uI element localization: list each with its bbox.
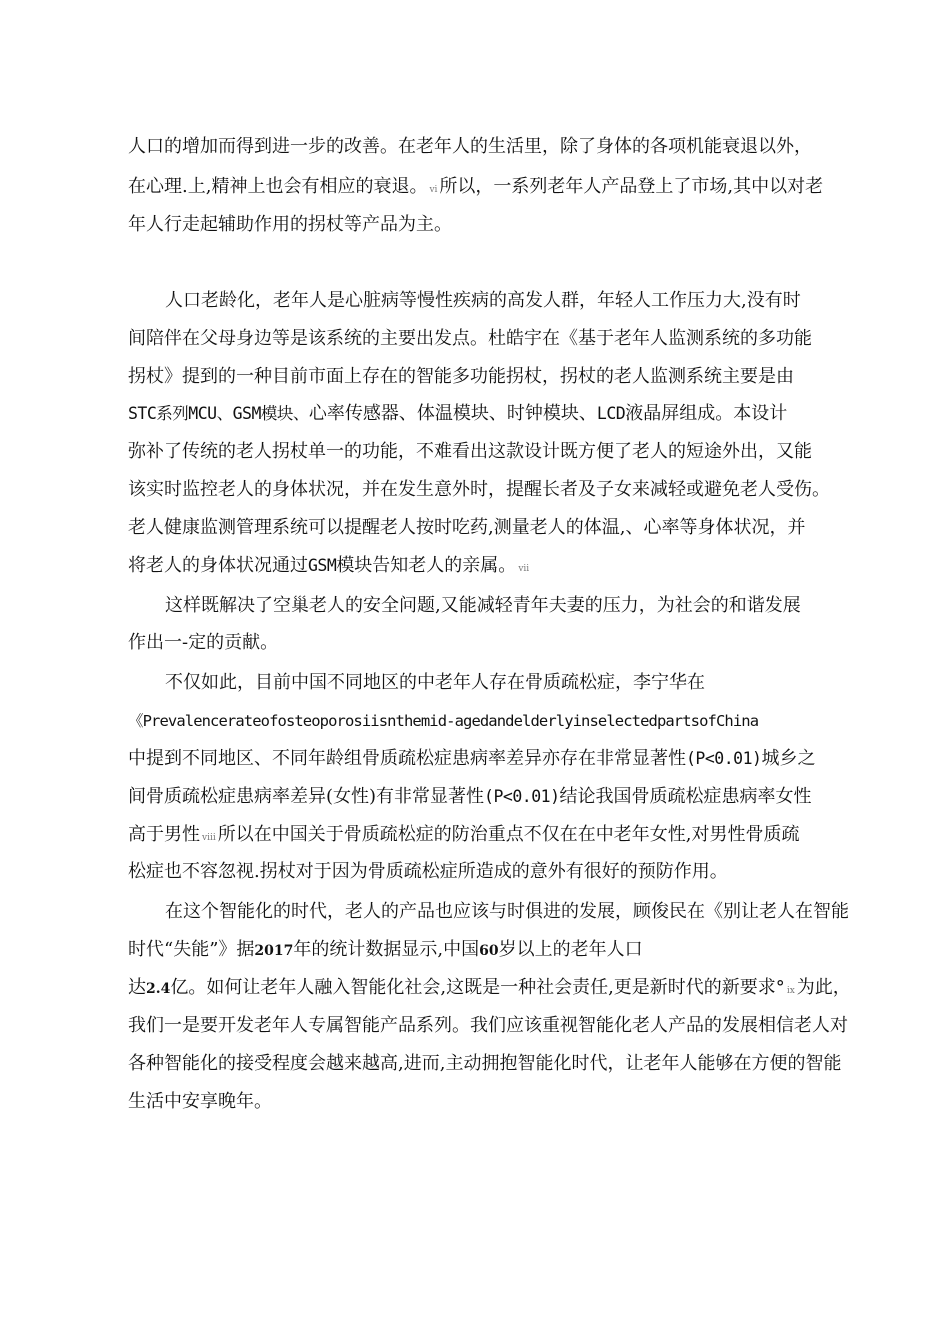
text-span: 60 (479, 943, 499, 959)
text-span: 液晶屏组成。本设计 (625, 403, 788, 424)
text-line (128, 171, 823, 203)
text-span: 心率传感器、体温模块、时钟模块、 (308, 403, 597, 424)
text-line (128, 1048, 841, 1080)
text-line (128, 512, 805, 544)
text-span: 中提到不同地区、不同年龄组骨质疏松症患病率差异亦存在非常显著性 (128, 748, 686, 769)
text-span: 人口老龄化，老年人是心脏病等慢性疾病的高发人群，年轻人工作压力大,没有时 (165, 290, 801, 311)
text-span: 生活中安享晚年。 (128, 1091, 272, 1112)
text-span: 年人行走起辅助作用的拐杖等产品为主。 (128, 214, 452, 235)
text-line (128, 209, 452, 241)
text-line (128, 781, 812, 813)
text-span: 老人健康监测管理系统可以提醒老人按时吃药,测量老人的体温,、心率等身体状况，并 (128, 517, 806, 538)
text-span: 结论我国骨质疏松症患病率女性 (559, 786, 812, 807)
text-line (165, 896, 849, 928)
text-span: (P<0.01) (686, 749, 762, 768)
text-line (128, 743, 815, 775)
text-line (128, 819, 799, 851)
text-span: 在心理.上,精神上也会有相应的衰退。 (128, 176, 428, 197)
text-line (128, 1086, 272, 1118)
text-span: 拐杖》提到的一种目前市面上存在的智能多功能拐杖，拐杖的老人监测系统主要是由 (128, 366, 794, 387)
text-line (128, 972, 851, 1004)
footnote-marker: ix (786, 986, 795, 996)
text-span: 不仅如此，目前中国不同地区的中老年人存在骨质疏松症，李宁华在 (165, 672, 705, 693)
text-line (128, 398, 787, 430)
text-span: 作出一-定的贡献。 (128, 632, 279, 653)
text-span: 2017 (254, 943, 294, 959)
text-line (165, 590, 801, 622)
text-span: GSM (308, 556, 337, 575)
text-span: 高于男性 (128, 824, 200, 845)
text-line (128, 361, 794, 393)
text-span: LCD (596, 404, 626, 423)
text-span: 2.4 (146, 981, 171, 997)
footnote-marker: viii (202, 833, 216, 843)
text-span: 在这个智能化的时代，老人的产品也应该与时俱进的发展，顾俊民在《别让老人在智能 (165, 901, 849, 922)
text-span: 城乡之 (761, 748, 816, 769)
text-line (128, 856, 728, 888)
text-span: 间骨质疏松症患病率差异(女性)有非常显著性 (128, 786, 485, 807)
text-span: 间陪伴在父母身边等是该系统的主要出发点。杜皓宇在《基于老年人监测系统的多功能 (128, 328, 812, 349)
text-span: 弥补了传统的老人拐杖单一的功能，不难看出这款设计既方便了老人的短途外出，又能 (128, 441, 812, 462)
text-span: 松症也不容忽视.拐杖对于因为骨质疏松症所造成的意外有很好的预防作用。 (128, 861, 728, 882)
text-span: 《Prevalencerateofosteoporosiisnthemid-agedandelderlyinselectedpartsofChina (128, 712, 759, 730)
text-span: 所以在中国关于骨质疏松症的防治重点不仅在在中老年女性,对男性骨质疏 (217, 824, 800, 845)
text-span: 各种智能化的接受程度会越来越高,进而,主动拥抱智能化时代，让老年人能够在方便的智能 (128, 1053, 842, 1074)
text-line (165, 285, 801, 317)
text-span: 所以，一系列老年人产品登上了市场,其中以对老 (439, 176, 824, 197)
text-span: STC系列MCU、GSM模块、 (128, 404, 309, 423)
text-line (128, 474, 830, 506)
footnote-marker: vi (429, 185, 438, 195)
text-span: 时代“失能”》据 (128, 939, 255, 960)
text-line (128, 705, 758, 737)
footnote-marker: vii (518, 564, 530, 574)
text-line (128, 934, 643, 966)
text-span: 该实时监控老人的身体状况，并在发生意外时，提醒长者及子女来减轻或避免老人受伤。 (128, 479, 830, 500)
text-line (128, 550, 531, 582)
text-span: 模块告知老人的亲属。 (336, 555, 517, 576)
text-span: 人口的增加而得到进一步的改善。在老年人的生活里，除了身体的各项机能衰退以外， (128, 136, 812, 157)
text-line (128, 436, 812, 468)
text-span: 达 (128, 977, 146, 998)
text-line (128, 1010, 848, 1042)
text-line (128, 627, 278, 659)
text-span: 将老人的身体状况通过 (128, 555, 308, 576)
text-line (165, 667, 705, 699)
text-span: 我们一是要开发老年人专属智能产品系列。我们应该重视智能化老人产品的发展相信老人对 (128, 1015, 848, 1036)
text-line (128, 323, 812, 355)
text-span: 岁以上的老年人口 (498, 939, 643, 960)
text-line (128, 131, 812, 163)
text-span: 年的统计数据显示,中国 (293, 939, 480, 960)
text-span: 这样既解决了空巢老人的安全问题,又能减轻青年夫妻的压力，为社会的和谐发展 (165, 595, 801, 616)
text-span: (P<0.01) (484, 787, 560, 806)
text-span: 亿。如何让老年人融入智能化社会,这既是一种社会责任,更是新时代的新要求° (170, 977, 785, 998)
text-span: 为此， (796, 977, 851, 998)
